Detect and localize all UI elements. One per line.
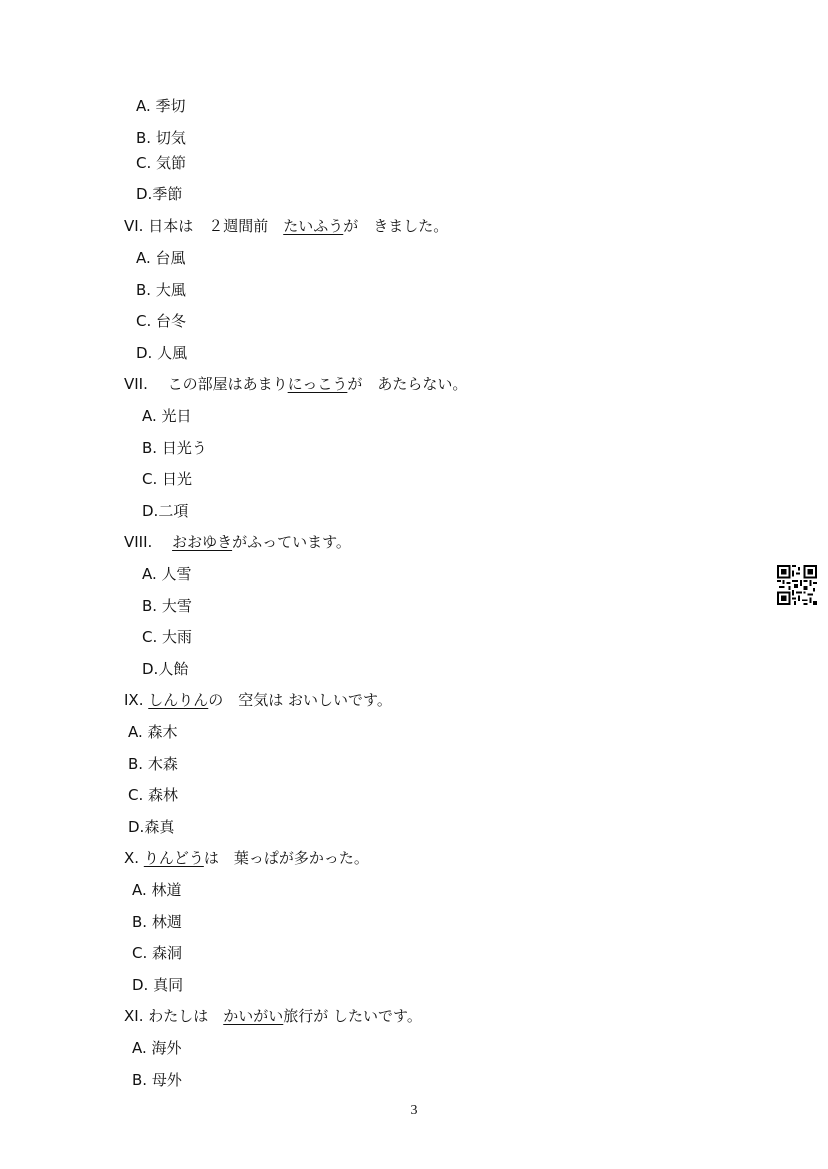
question-line — [124, 690, 392, 710]
question-text: がふっています。 — [232, 533, 351, 551]
question-text: は 葉っぱが多かった。 — [203, 849, 369, 867]
question-line — [124, 848, 369, 868]
option-line: B. 木森 — [128, 755, 178, 773]
question-line — [124, 1006, 422, 1026]
question-text: VIII. — [124, 533, 173, 551]
option-line: D.季節 — [136, 185, 183, 203]
question-text: が あたらない。 — [347, 375, 468, 393]
option-line: D. 真同 — [132, 976, 184, 994]
question-text: の 空気は おいしいです。 — [208, 691, 392, 709]
option-line: C. 森林 — [128, 786, 179, 804]
question-line — [124, 374, 467, 394]
option-line: B. 切気 — [136, 129, 186, 147]
option-line: A. 海外 — [132, 1039, 182, 1057]
option-line: D. 人風 — [136, 344, 188, 362]
underlined-word: しんりん — [148, 691, 209, 709]
option-line: A. 台風 — [136, 249, 186, 267]
option-line: B. 大風 — [136, 281, 186, 299]
question-text: X. — [124, 849, 144, 867]
question-text: が きました。 — [343, 217, 449, 235]
option-line: A. 光日 — [142, 407, 192, 425]
underlined-word: りんどう — [143, 849, 204, 867]
question-text: VI. 日本は ２週間前 — [124, 217, 284, 235]
underlined-word: たいふう — [283, 217, 344, 235]
option-line: B. 母外 — [132, 1071, 182, 1089]
option-line: B. 林週 — [132, 913, 182, 931]
underlined-word: かいがい — [223, 1007, 284, 1025]
option-line: B. 日光う — [142, 439, 207, 457]
qr-code-icon — [777, 565, 817, 605]
question-text: 旅行が したいです。 — [283, 1007, 422, 1025]
option-line: D.人飴 — [142, 660, 189, 678]
option-line: D.二項 — [142, 502, 189, 520]
option-line: A. 人雪 — [142, 565, 192, 583]
underlined-word: おおゆき — [172, 533, 233, 551]
option-line: B. 大雪 — [142, 597, 192, 615]
question-text: XI. わたしは — [124, 1007, 224, 1025]
question-line — [124, 216, 448, 236]
question-text: IX. — [124, 691, 149, 709]
option-line: A. 季切 — [136, 97, 186, 115]
underlined-word: にっこう — [287, 375, 348, 393]
option-line: C. 森洞 — [132, 944, 183, 962]
question-line — [124, 532, 351, 552]
option-line: D.森真 — [128, 818, 175, 836]
question-text: VII. この部屋はあまり — [124, 375, 288, 393]
option-line: C. 大雨 — [142, 628, 193, 646]
option-line: C. 日光 — [142, 470, 193, 488]
option-line: C. 気節 — [136, 154, 187, 172]
option-line: A. 林道 — [132, 881, 182, 899]
option-line: A. 森木 — [128, 723, 178, 741]
page-number: 3 — [410, 1103, 418, 1118]
option-line: C. 台冬 — [136, 312, 187, 330]
